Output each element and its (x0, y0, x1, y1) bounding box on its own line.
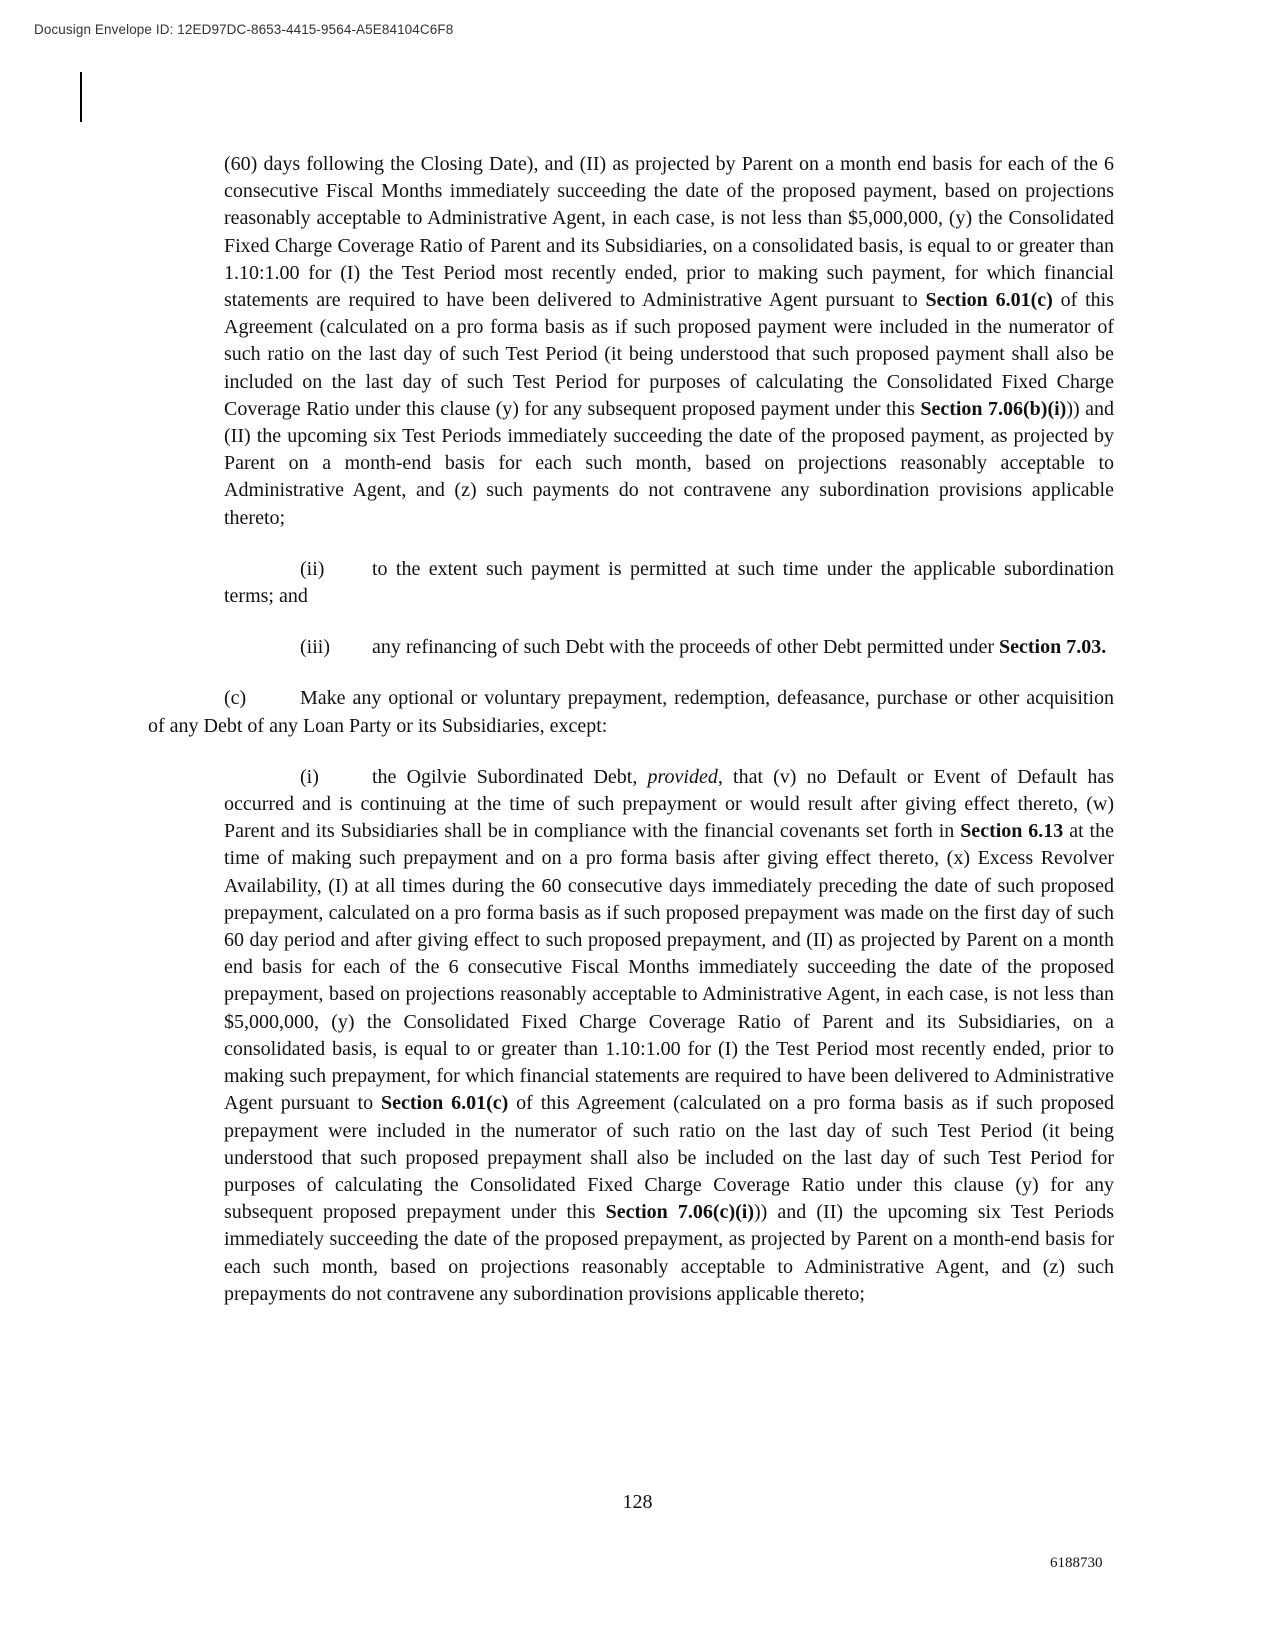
document-body (0, 151, 1275, 1308)
text-run: (60) days following the Closing Date), and (II) as projected by Parent on a month end basis for each of the 6 consecutive Fiscal Months immediately succeeding the date of the proposed payment, based on projections reasonably acceptable to Administrative Agent, in each case, is not less than $5,000,000, (y) the Consolidated Fixed Charge Coverage Ratio of Parent and its Subsidiaries, on a consolidated basis, is equal to or greater than 1.10:1.00 for (I) the Test Period most recently ended, prior to making such payment, for which financial statements are required to have been delivered to Administrative Agent pursuant to (224, 153, 1114, 312)
section-reference: Section 7.03. (999, 636, 1107, 659)
clause-c (148, 685, 1114, 739)
clause-text: to the extent such payment is permitted at such time under the applicable subordination terms; and (224, 557, 1114, 608)
emphasis-provided: provided (647, 765, 718, 788)
clause-label: (i) (300, 765, 319, 788)
document-number: 6188730 (1050, 1555, 1103, 1571)
clause-i (224, 764, 1114, 1308)
clause-iii (224, 634, 1114, 661)
paragraph-continuation (224, 151, 1114, 532)
text-run: the Ogilvie Subordinated Debt, (372, 765, 648, 788)
docusign-envelope-id: Docusign Envelope ID: 12ED97DC-8653-4415-9564-A5E84104C6F8 (34, 22, 454, 37)
clause-text: any refinancing of such Debt with the proceeds of other Debt permitted under (372, 636, 1000, 659)
margin-change-bar (80, 72, 82, 122)
clause-text: Make any optional or voluntary prepayment, redemption, defeasance, purchase or other acquisition of any Debt of any Loan Party or its Subsidiaries, except: (148, 687, 1114, 737)
clause-ii (224, 556, 1114, 610)
text-run: )) and (II) the upcoming six Test Periods immediately succeeding the date of the proposed prepayment, as projected by Parent on a month-end basis for each such month, based on projections reasonably acceptable to Administrative Agent, and (z) such prepayments do not contravene any subordination provisions applicable thereto; (224, 1201, 1115, 1305)
text-run: , that (v) no Default or Event of Default has occurred and is continuing at the time of such prepayment or would result after giving effect thereto, (w) Parent and its Subsidiaries shall be in compliance with the financial covenants set forth in (224, 765, 1115, 843)
clause-label: (c) (224, 687, 247, 710)
clause-label: (ii) (300, 557, 325, 580)
text-run: of this Agreement (calculated on a pro forma basis as if such proposed prepayment were included in the numerator of such ratio on the last day of such Test Period (it being understood that such proposed prepayment shall also be included on the last day of such Test Period for purposes of calculating the Consolidated Fixed Charge Coverage Ratio under this clause (y) for any subsequent proposed prepayment under this (224, 1092, 1115, 1224)
section-reference: Section 7.06(b)(i) (920, 397, 1067, 420)
clause-label: (iii) (300, 636, 330, 659)
page-number: 128 (622, 1491, 653, 1513)
text-run: of this Agreement (calculated on a pro forma basis as if such proposed payment were included in the numerator of such ratio on the last day of such Test Period (it being understood that such proposed payment shall also be included on the last day of such Test Period for purposes of calculating the Consolidated Fixed Charge Coverage Ratio under this clause (y) for any subsequent proposed payment under this (224, 289, 1114, 420)
text-run: at the time of making such prepayment and on a pro forma basis after giving effect thereto, (x) Excess Revolver Availability, (I) at all times during the 60 consecutive days immediately preceding the date of such proposed prepayment, calculated on a pro forma basis as if such proposed prepayment was made on the first day of such 60 day period and after giving effect to such proposed prepayment, and (II) as projected by Parent on a month end basis for each of the 6 consecutive Fiscal Months immediately succeeding the date of the proposed prepayment, based on projections reasonably acceptable to Administrative Agent, in each case, is not less than $5,000,000, (y) the Consolidated Fixed Charge Coverage Ratio of Parent and its Subsidiaries, on a consolidated basis, is equal to or greater than 1.10:1.00 for (I) the Test Period most recently ended, prior to making such prepayment, for which financial statements are required to have been delivered to Administrative Agent pursuant to (224, 820, 1114, 1115)
text-run: )) and (II) the upcoming six Test Periods immediately succeeding the date of the proposed payment, as projected by Parent on a month-end basis for each such month, based on projections reasonably acceptable to Administrative Agent, and (z) such payments do not contravene any subordination provisions applicable thereto; (224, 397, 1114, 529)
section-reference: Section 6.13 (960, 820, 1064, 843)
section-reference: Section 6.01(c) (925, 289, 1053, 312)
section-reference: Section 7.06(c)(i) (605, 1201, 754, 1224)
section-reference: Section 6.01(c) (380, 1092, 509, 1115)
